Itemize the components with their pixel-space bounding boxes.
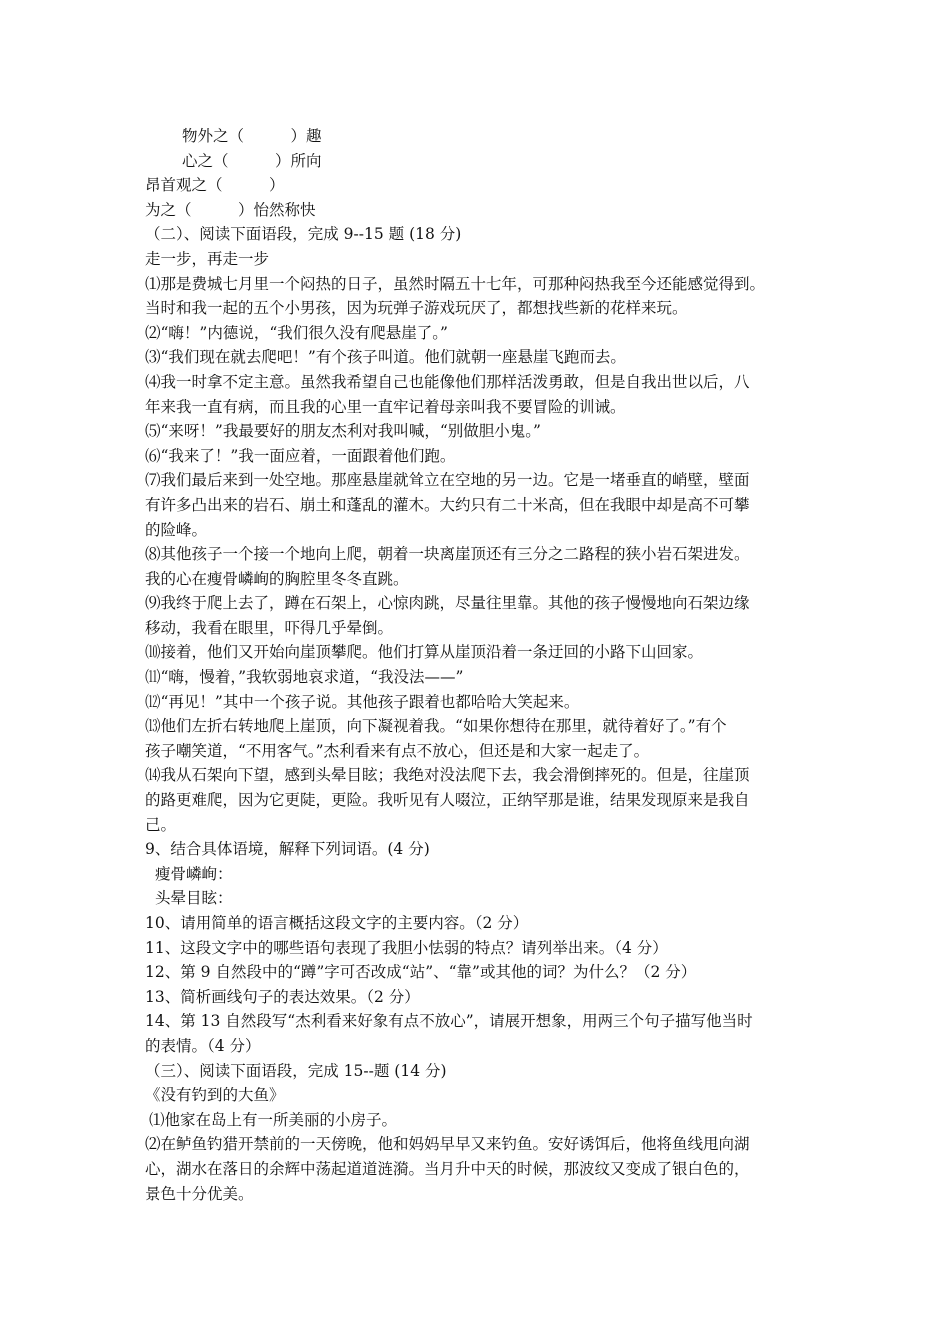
passage-title: 《没有钓到的大鱼》 (145, 1086, 285, 1105)
text-line: 物外之（ ）趣 (182, 127, 322, 145)
text-line: 我的心在瘦骨嶙峋的胸腔里冬冬直跳。 (145, 569, 409, 588)
text-line: 的险峰。 (145, 520, 208, 539)
text-line: ⑻其他孩子一个接一个地向上爬，朝着一块离崖顶还有三分之二路程的狭小岩石架进发。 (145, 545, 750, 564)
text-line: 景色十分优美。 (145, 1184, 254, 1203)
text-line: ⑴他家在岛上有一所美丽的小房子。 (149, 1110, 398, 1129)
passage-title: 走一步，再走一步 (145, 249, 270, 268)
text-line: 当时和我一起的五个小男孩，因为玩弹子游戏玩厌了，都想找些新的花样来玩。 (145, 299, 688, 318)
text-line: ⑿“再见！”其中一个孩子说。其他孩子跟着也都哈哈大笑起来。 (145, 692, 580, 711)
text-line: ⑴那是费城七月里一个闷热的日子，虽然时隔五十七年，可那种闷热我至今还能感觉得到。 (145, 274, 766, 293)
text-line: ⑾“嗨，慢着，”我软弱地哀求道，“我没法——” (145, 668, 464, 687)
text-line: ⒀他们左折右转地爬上崖顶，向下凝视着我。“如果你想待在那里，就待着好了。”有个 (145, 717, 727, 736)
text-line: ⑵“嗨！”内德说，“我们很久没有爬悬崖了。” (145, 323, 448, 342)
question-13: 13、简析画线句子的表达效果。（2 分） (145, 987, 420, 1006)
text-line: 的路更难爬，因为它更陡，更险。我听见有人啜泣，正纳罕那是谁，结果发现原来是我自 (145, 791, 750, 810)
text-line: 己。 (145, 815, 177, 834)
text-line: ⑽接着，他们又开始向崖顶攀爬。他们打算从崖顶沿着一条迂回的小路下山回家。 (145, 643, 704, 662)
text-line: ⑵在鲈鱼钓猎开禁前的一天傍晚，他和妈妈早早又来钓鱼。安好诱饵后，他将鱼线甩向湖 (145, 1135, 750, 1154)
text-line: 有许多凸出来的岩石、崩土和蓬乱的灌木。大约只有二十米高，但在我眼中却是高不可攀 (145, 495, 750, 514)
section-heading: （三）、阅读下面语段，完成 15--题 (14 分) (145, 1061, 447, 1080)
question-12: 12、第 9 自然段中的“蹲”字可否改成“站”、“靠”或其他的词？为什么？（2 分） (145, 963, 697, 982)
text-line: ⑶“我们现在就去爬吧！”有个孩子叫道。他们就朝一座悬崖飞跑而去。 (145, 348, 626, 367)
text-line: 心之（ ）所向 (182, 151, 322, 170)
text-line: ⑸“来呀！”我最要好的朋友杰利对我叫喊，“别做胆小鬼。” (145, 422, 541, 441)
question-10: 10、请用简单的语言概括这段文字的主要内容。（2 分） (145, 914, 529, 932)
text-line: 为之（ ）怡然称快 (145, 200, 316, 219)
section-heading: （二）、阅读下面语段，完成 9--15 题 (18 分) (145, 225, 462, 244)
question-11: 11、这段文字中的哪些语句表现了我胆小怯弱的特点？请列举出来。（4 分） (145, 938, 668, 957)
text-line: ⒁我从石架向下望，感到头晕目眩；我绝对没法爬下去，我会滑倒摔死的。但是，往崖顶 (145, 766, 750, 785)
question-9: 9、结合具体语境，解释下列词语。(4 分) (145, 840, 430, 859)
text-line: ⑺我们最后来到一处空地。那座悬崖就耸立在空地的另一边。它是一堵垂直的峭壁，壁面 (145, 471, 750, 490)
text-line: 昂首观之（ ） (145, 176, 285, 195)
answer-label: 瘦骨嶙峋： (155, 864, 233, 883)
question-14-cont: 的表情。（4 分） (145, 1036, 261, 1055)
text-line: 年来我一直有病，而且我的心里一直牢记着母亲叫我不要冒险的训诫。 (145, 397, 626, 416)
document-page (145, 124, 813, 1206)
text-line: 孩子嘲笑道，“不用客气。”杰利看来有点不放心，但还是和大家一起走了。 (145, 741, 650, 760)
text-line: ⑷我一时拿不定主意。虽然我希望自己也能像他们那样活泼勇敢，但是自我出世以后，八 (145, 372, 750, 391)
question-14: 14、第 13 自然段写“杰利看来好象有点不放心”，请展开想象，用两三个句子描写他当时 (145, 1012, 753, 1031)
text-line: ⑹“我来了！”我一面应着，一面跟着他们跑。 (145, 446, 456, 465)
answer-label: 头晕目眩： (155, 889, 233, 908)
text-line: 移动，我看在眼里，吓得几乎晕倒。 (145, 618, 394, 637)
text-line: ⑼我终于爬上去了，蹲在石架上，心惊肉跳，尽量往里靠。其他的孩子慢慢地向石架边缘 (145, 594, 750, 613)
text-line: 心，湖水在落日的余辉中荡起道道涟漪。当月升中天的时候，那波纹又变成了银白色的， (145, 1159, 750, 1178)
